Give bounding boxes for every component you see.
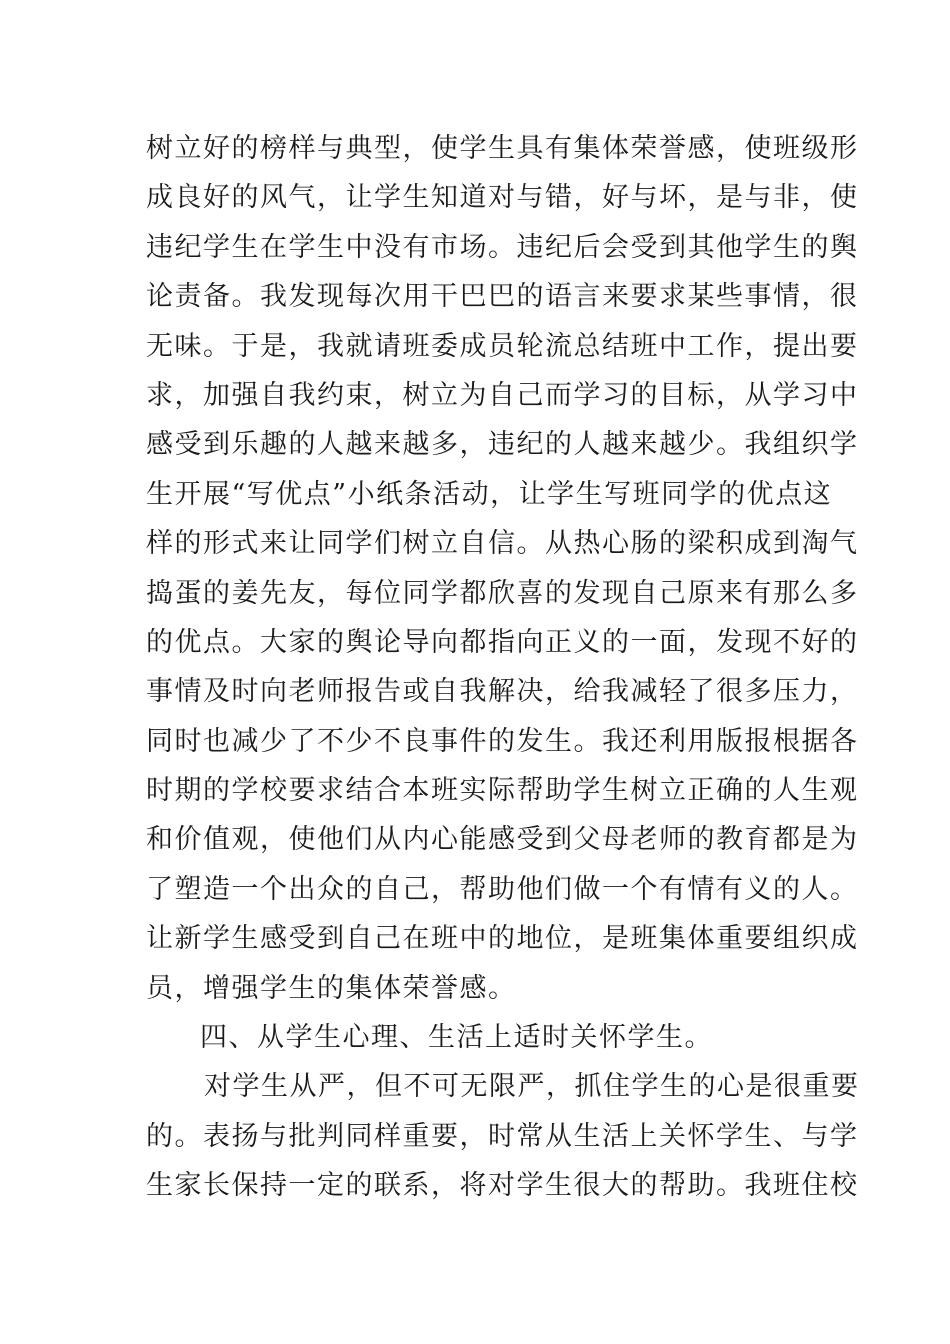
text-line: 无味。于是，我就请班委成员轮流总结班中工作，提出要 [146,330,859,362]
text-line: 和价值观，使他们从内心能感受到父母老师的教育都是为 [146,824,859,856]
text-line: 的优点。大家的舆论导向都指向正义的一面，发现不好的 [146,626,859,658]
text-line: 违纪学生在学生中没有市场。违纪后会受到其他学生的舆 [146,231,859,263]
text-line: 感受到乐趣的人越来越多，违纪的人越来越少。我组织学 [146,429,859,461]
text-line: 论责备。我发现每次用干巴巴的语言来要求某些事情，很 [146,281,859,313]
text-line: 生开展“写优点”小纸条活动，让学生写班同学的优点这 [146,478,833,510]
text-line: 成良好的风气，让学生知道对与错，好与坏，是与非，使 [146,182,859,214]
text-line: 让新学生感受到自己在班中的地位，是班集体重要组织成 [146,923,859,955]
text-line: 样的形式来让同学们树立自信。从热心肠的梁积成到淘气 [146,528,859,560]
text-line: 员，增强学生的集体荣誉感。 [146,972,517,1004]
text-line: 了塑造一个出众的自己，帮助他们做一个有情有义的人。 [146,873,859,905]
document-body [146,124,860,1211]
text-line: 时期的学校要求结合本班实际帮助学生树立正确的人生观 [146,775,859,807]
text-line: 的。表扬与批判同样重要，时常从生活上关怀学生、与学 [146,1120,859,1152]
section-heading: 四、从学生心理、生活上适时关怀学生。 [200,1022,713,1054]
text-line: 求，加强自我约束，树立为自己而学习的目标，从学习中 [146,379,859,411]
paragraph-first-line: 对学生从严，但不可无限严，抓住学生的心是很重要 [204,1071,860,1103]
text-line: 树立好的榜样与典型，使学生具有集体荣誉感，使班级形 [146,133,859,164]
text-line: 生家长保持一定的联系，将对学生很大的帮助。我班住校 [146,1170,859,1202]
text-line: 事情及时向老师报告或自我解决，给我减轻了很多压力， [146,676,859,708]
text-line: 同时也减少了不少不良事件的发生。我还利用版报根据各 [146,725,859,757]
text-line: 捣蛋的姜先友，每位同学都欣喜的发现自己原来有那么多 [146,577,859,609]
